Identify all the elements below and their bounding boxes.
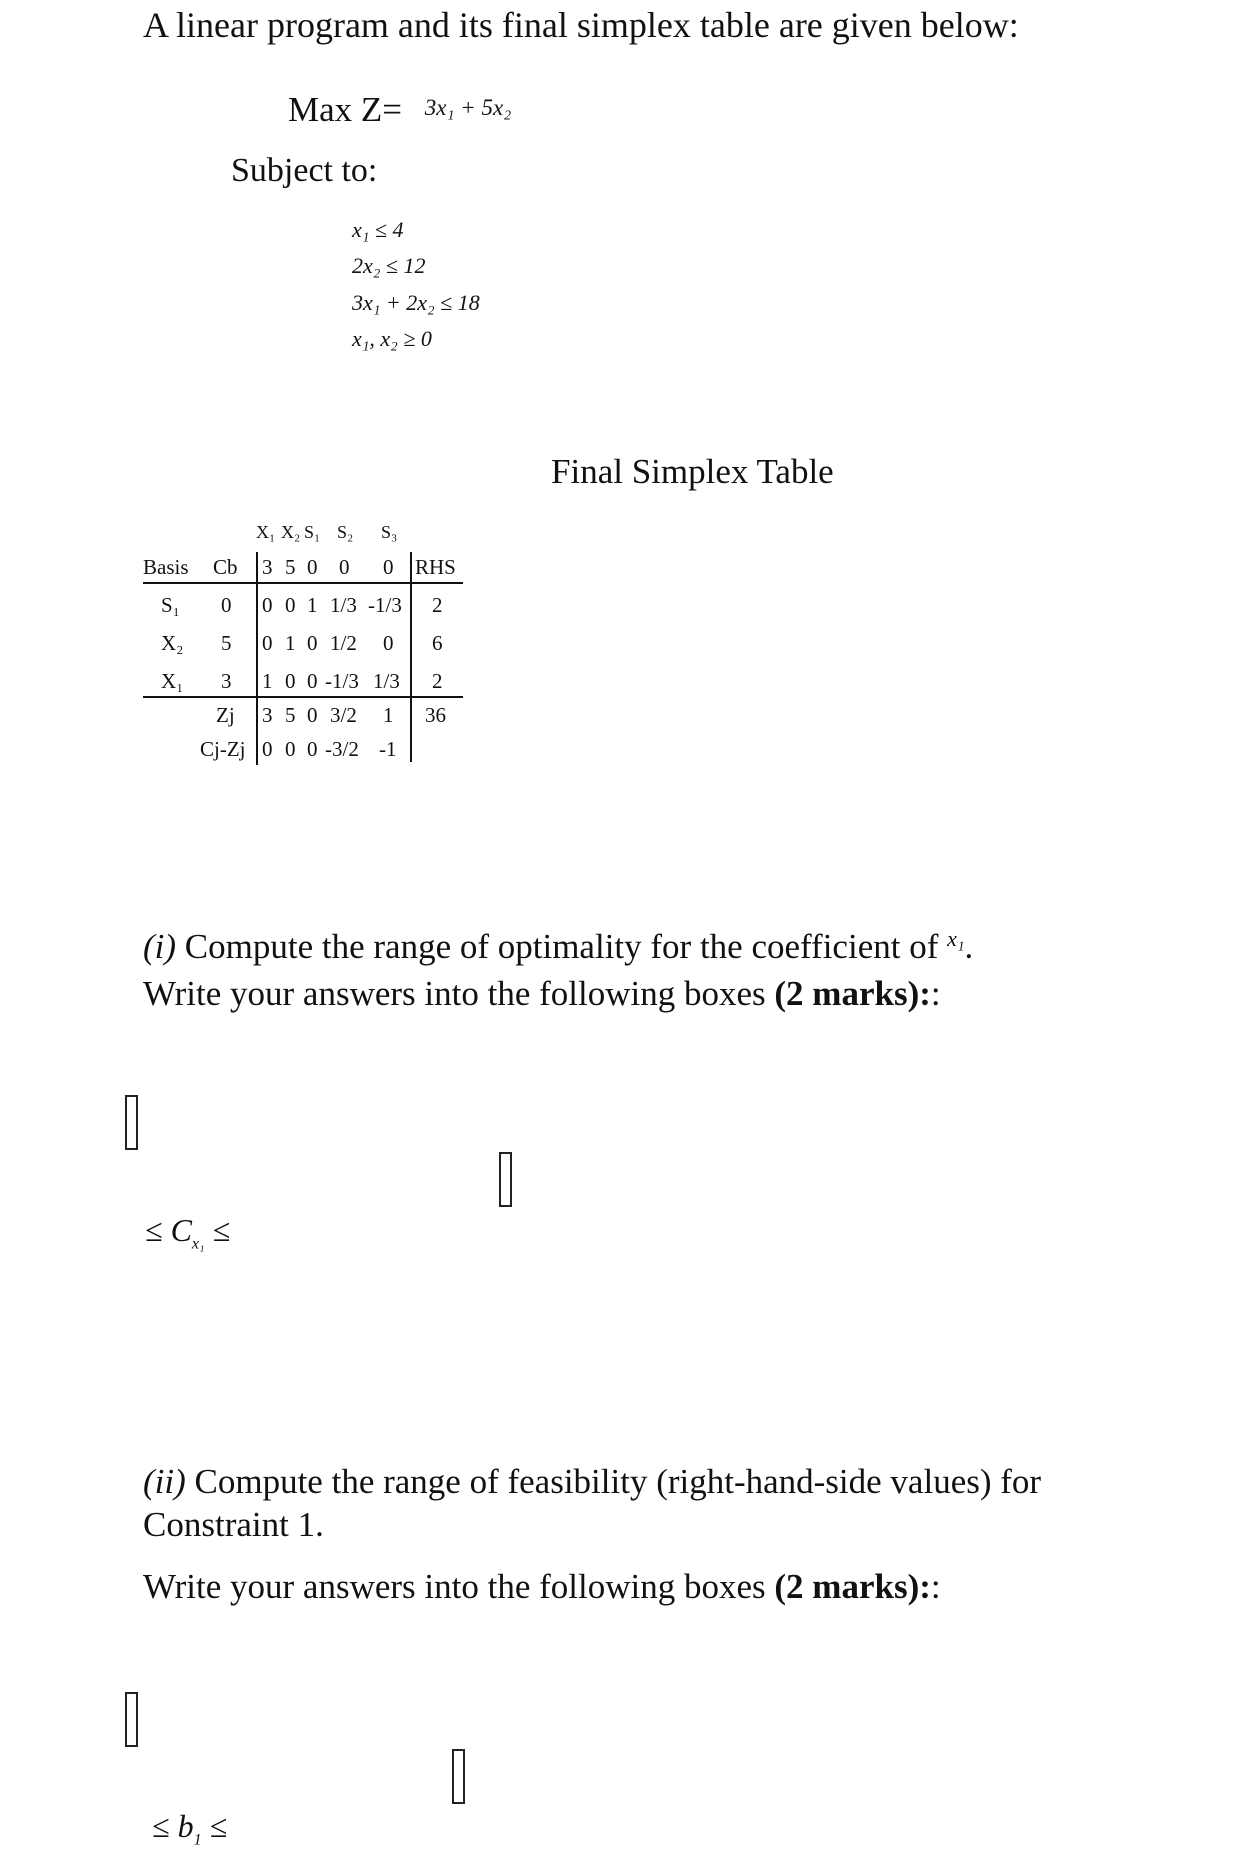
cell: 1 [307, 593, 318, 617]
cb-header: Cb [213, 555, 238, 579]
subject-to-label: Subject to: [231, 152, 378, 189]
cell: -1/3 [325, 669, 359, 693]
question-2-colon: : [930, 1567, 941, 1606]
table-rule [143, 582, 463, 584]
question-2-marks: (2 marks): [774, 1567, 931, 1606]
nonnegativity-constraint: x₁, x₂ ≥ 0 [352, 326, 432, 351]
question-1-instruction: Write your answers into the following boxes [143, 974, 775, 1013]
question-2-prefix: (ii) [143, 1462, 186, 1501]
question-2-text: Compute the range of feasibility (right-hand-side values) for [185, 1462, 1042, 1501]
cell: 0 [285, 669, 296, 693]
question-1-colon: : [930, 974, 941, 1013]
intro-text: A linear program and its final simplex table are given below: [143, 5, 1019, 45]
zj-label: Zj [216, 703, 235, 727]
inequality-sub: 1 [193, 1831, 202, 1849]
var-header: S₃ [381, 522, 398, 542]
constraint-3: 3x₁ + 2x₂ ≤ 18 [352, 290, 480, 315]
inequality-left: ≤ b [152, 1808, 194, 1844]
basis-var: S₁ [161, 593, 181, 617]
answer-box-lower-2[interactable] [125, 1692, 138, 1747]
question-1-text: Compute the range of optimality for the coefficient of [176, 927, 948, 966]
basis-var: X₁ [161, 669, 184, 693]
question-2-instruction-line [143, 1567, 941, 1607]
inequality-sub: x₁ [191, 1235, 205, 1253]
cb-value: 0 [221, 593, 232, 617]
question-2 [143, 1460, 1041, 1546]
cj-value: 5 [285, 555, 296, 579]
constraint-2: 2x₂ ≤ 12 [352, 253, 426, 278]
cjzj-value: 0 [285, 737, 296, 761]
zj-value: 0 [307, 703, 318, 727]
cell: -1/3 [368, 593, 402, 617]
cjzj-value: -3/2 [325, 737, 359, 761]
cb-value: 5 [221, 631, 232, 655]
zj-value: 3 [262, 703, 273, 727]
optimality-inequality [145, 1212, 230, 1253]
objective-function [288, 90, 511, 130]
cell: 0 [307, 631, 318, 655]
var-header: X₁ [256, 522, 276, 542]
cj-value: 0 [383, 555, 394, 579]
feasibility-inequality [152, 1808, 227, 1849]
cj-value: 0 [339, 555, 350, 579]
cj-value: 3 [262, 555, 273, 579]
rhs-value: 2 [432, 593, 443, 617]
cell: 1/3 [373, 669, 400, 693]
cell: 0 [262, 593, 273, 617]
table-rule [143, 696, 463, 698]
inequality-right: ≤ [201, 1808, 228, 1844]
question-2-constraint: Constraint 1. [143, 1505, 324, 1544]
cell: 0 [262, 631, 273, 655]
cell: 0 [285, 593, 296, 617]
cell: 1 [262, 669, 273, 693]
inequality-right: ≤ [204, 1212, 231, 1248]
constraint-1: x₁ ≤ 4 [352, 217, 404, 242]
rhs-value: 6 [432, 631, 443, 655]
answer-box-upper-1[interactable] [499, 1152, 512, 1207]
question-1-marks: (2 marks): [774, 974, 931, 1013]
cell: 1/2 [330, 631, 357, 655]
zj-value: 1 [383, 703, 394, 727]
question-1-end: . [964, 927, 974, 966]
cj-value: 0 [307, 555, 318, 579]
question-1 [143, 925, 973, 1015]
cjzj-label: Cj-Zj [200, 737, 246, 761]
cb-value: 3 [221, 669, 232, 693]
table-title: Final Simplex Table [551, 452, 834, 491]
cell: 0 [383, 631, 394, 655]
basis-header: Basis [143, 555, 189, 579]
var-header: X₂ [281, 522, 301, 542]
rhs-value: 2 [432, 669, 443, 693]
z-value: 36 [425, 703, 446, 727]
question-1-prefix: (i) [143, 927, 177, 966]
var-header: S₂ [337, 522, 354, 542]
var-header: S₁ [304, 522, 321, 542]
cjzj-value: -1 [379, 737, 397, 761]
answer-box-lower-1[interactable] [125, 1095, 138, 1150]
rhs-header: RHS [415, 555, 456, 579]
cell: 1 [285, 631, 296, 655]
basis-var: X₂ [161, 631, 184, 655]
zj-value: 3/2 [330, 703, 357, 727]
objective-label: Max Z= [288, 90, 403, 129]
question-1-var: x₁ [947, 926, 965, 951]
cjzj-value: 0 [262, 737, 273, 761]
cell: 1/3 [330, 593, 357, 617]
cell: 0 [307, 669, 318, 693]
answer-box-upper-2[interactable] [452, 1749, 465, 1804]
inequality-left: ≤ C [145, 1212, 192, 1248]
question-2-instruction: Write your answers into the following boxes [143, 1567, 775, 1606]
zj-value: 5 [285, 703, 296, 727]
cjzj-value: 0 [307, 737, 318, 761]
objective-expression: 3x₁ + 5x₂ [424, 95, 512, 120]
